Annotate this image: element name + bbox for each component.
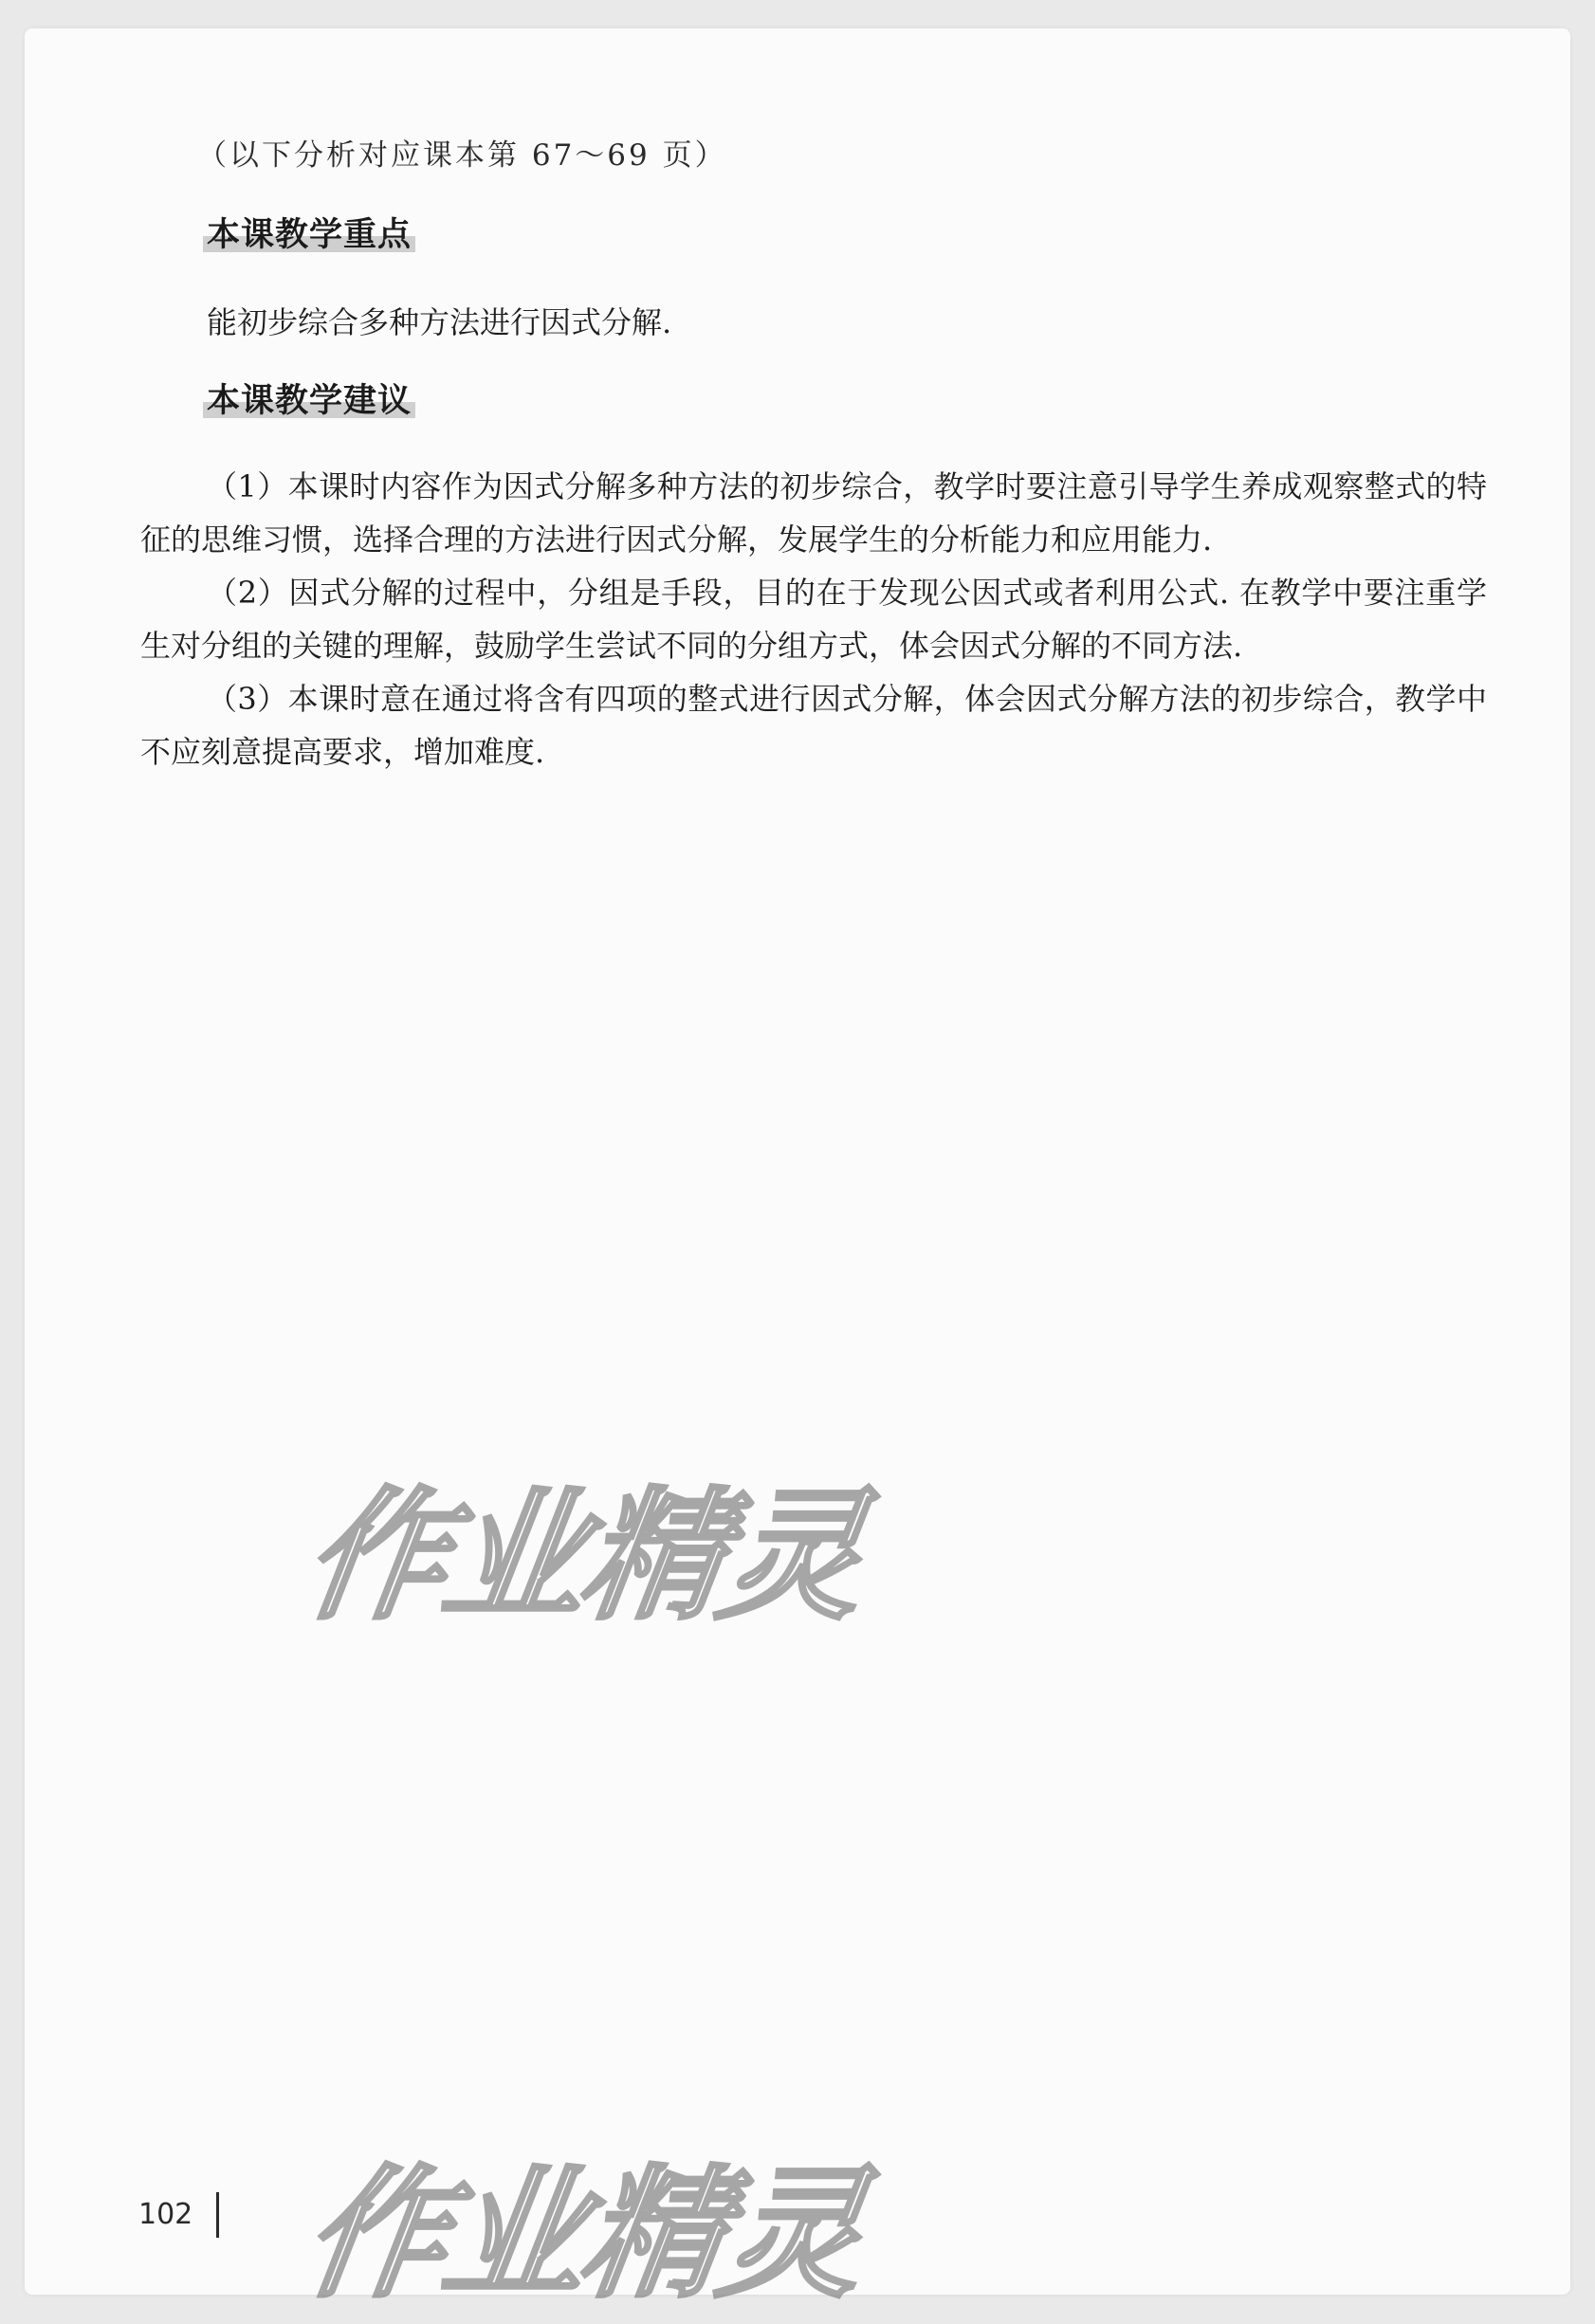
suggestion-paragraph-3: （3）本课时意在通过将含有四项的整式进行因式分解，体会因式分解方法的初步综合，教学中不应刻意提高要求，增加难度. [140, 681, 1487, 770]
watermark-middle: 作业精灵 [294, 1474, 872, 1639]
section-heading-suggestions: 本课教学建议 [203, 375, 415, 422]
document-page [25, 28, 1570, 2295]
focus-text: 能初步综合多种方法进行因式分解. [207, 304, 672, 340]
suggestion-paragraph-2: （2）因式分解的过程中，分组是手段，目的在于发现公因式或者利用公式. 在教学中要注重学生对分组的关键的理解，鼓励学生尝试不同的分组方式，体会因式分解的不同方法. [140, 575, 1487, 664]
suggestions-body [140, 460, 1487, 778]
textbook-reference-note: （以下分析对应课本第 67～69 页） [197, 138, 727, 173]
watermark-bottom: 作业精灵 [294, 2152, 872, 2317]
page-number-divider [216, 2192, 219, 2238]
section-heading-focus: 本课教学重点 [203, 209, 415, 256]
page-number: 102 [138, 2198, 193, 2231]
suggestion-paragraph-1: （1）本课时内容作为因式分解多种方法的初步综合，教学时要注意引导学生养成观察整式的特征的思维习惯，选择合理的方法进行因式分解，发展学生的分析能力和应用能力. [140, 468, 1487, 558]
